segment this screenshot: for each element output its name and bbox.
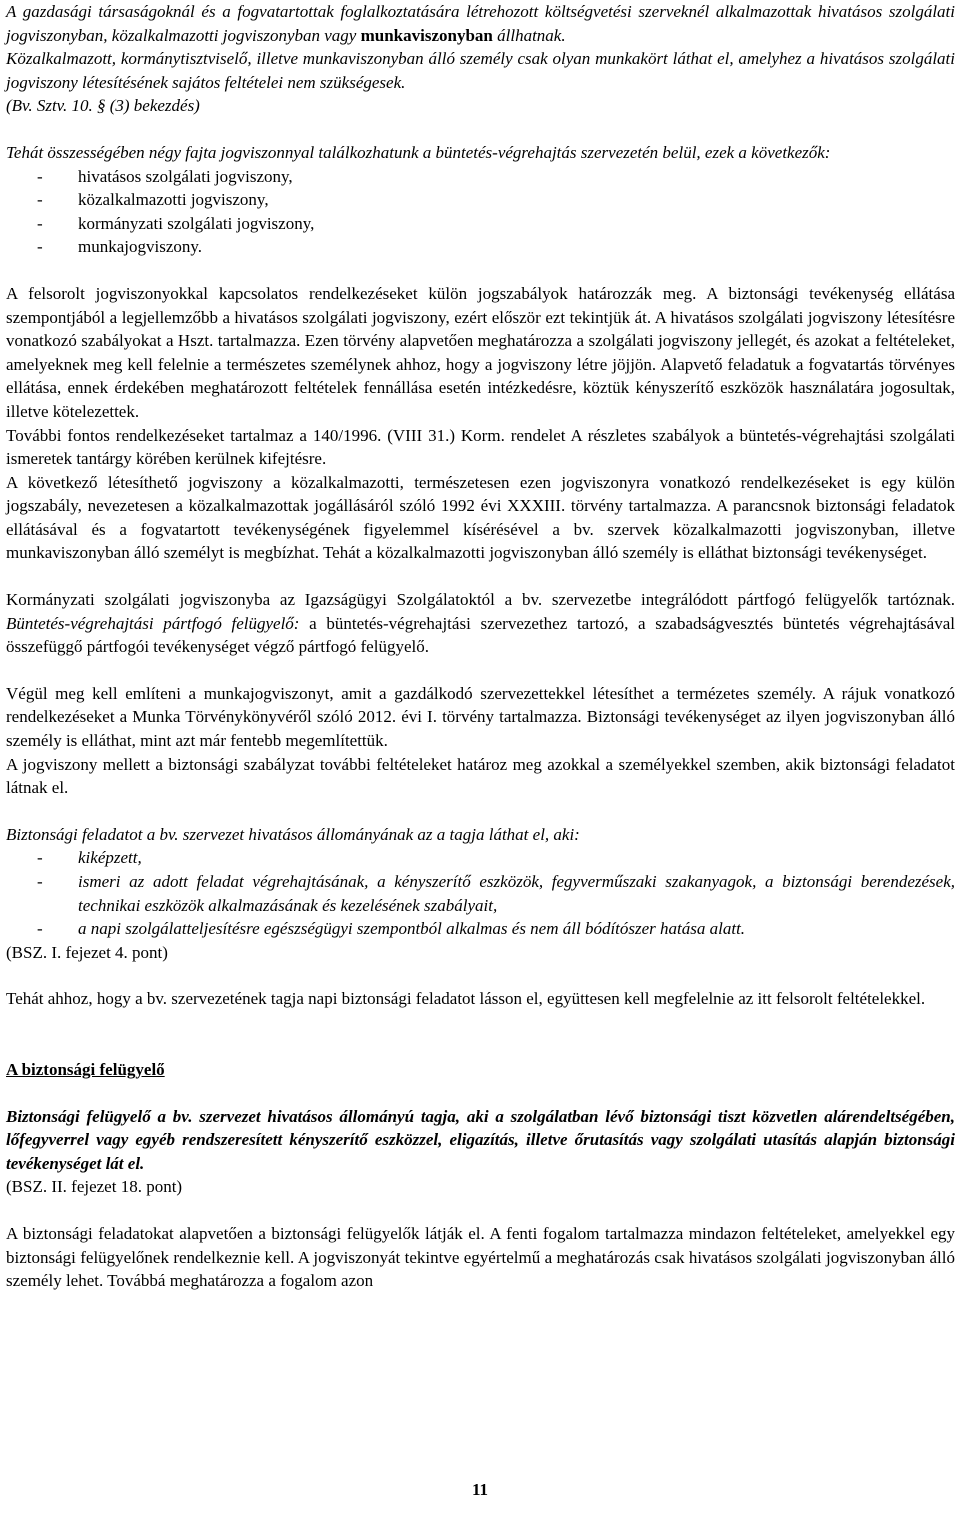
legal-reference: (BSZ. I. fejezet 4. pont) — [6, 942, 168, 962]
list-bullet: - — [37, 166, 43, 186]
paragraph-text: Kormányzati szolgálati jogviszonyba az Igazságügyi Szolgálatoktól a bv. szervezetbe integrálódott pártfogó felügyelők tartóznak. — [6, 590, 955, 610]
paragraph-conditions-summary: Tehát ahhoz, hogy a bv. szervezetének tagja napi biztonsági feladatot lásson el, együttesen kell megfelelnie az itt felsorolt feltételekkel. — [6, 989, 926, 1009]
list-item — [6, 917, 955, 941]
paragraph-government-decree: További fontos rendelkezéseket tartalmaz a 140/1996. (VIII 31.) Korm. rendelet A részletes szabályok a büntetés-végrehajtási szolgálati ismeretek tantárgy körében kerülnek kifejtésre. — [6, 425, 955, 469]
list-bullet: - — [37, 237, 43, 257]
list-item — [6, 212, 955, 236]
list-item — [6, 235, 955, 259]
paragraph-security-task-intro: Biztonsági feladatot a bv. szervezet hivatásos állományának az a tagja láthat el, aki: — [6, 824, 580, 844]
paragraph-security-rules: A jogviszony mellett a biztonsági szabályzat további feltételeket határoz meg azokkal a személyekkel szemben, akik biztonsági feladatot látnak el. — [6, 754, 955, 798]
paragraph-regulations: A felsorolt jogviszonyokkal kapcsolatos rendelkezéseket külön jogszabályok határozzák meg. A biztonsági tevékenység ellátása szempontjából a legjellemzőbb a hivatásos szolgálati jogviszony, ezért először ezt tekintjük át. A hivatásos szolgálati jogviszony létesítésre vonatkozó szabályokat a Hszt. tartalmazza. Ezen törvény alapvetően meghatározza a szolgálati jogviszony jellegét, és azokat a feltételeket, amelyeknek meg kell felelnie a természetes személynek ahhoz, hogy a jogviszony létre jöjjön. Alapvető feladatuk a fogvatartás törvényes ellátása, ennek érdekében meghatározott feltételek fennállása esetén intézkedésre, köztük kényszerítő eszközök használatára jogosultak, illetve kötelezettek. — [6, 283, 955, 421]
list-bullet: - — [37, 848, 43, 868]
list-item-text: kormányzati szolgálati jogviszony, — [78, 213, 315, 233]
list-bullet: - — [37, 872, 43, 891]
paragraph-four-types-intro: Tehát összességében négy fajta jogviszonnyal találkozhatunk a büntetés-végrehajtás szervezetén belül, ezek a következők: — [6, 142, 831, 162]
emphasis-text: munkaviszonyban — [360, 25, 493, 45]
list-item-text: kiképzett, — [78, 848, 142, 868]
list-bullet: - — [37, 213, 43, 233]
list-item-text: munkajogviszony. — [78, 237, 203, 257]
paragraph-public-employee: A következő létesíthető jogviszony a közalkalmazotti, természetesen ezen jogviszonyra vonatkozó rendelkezéseket is egy külön jogszabály, nevezetesen a közalkalmazottak jogállásáról szóló 1992 évi XXXIII. törvény tartalmazza. A parancsnok biztonsági feladatok ellátásával és a fogvatartott tevékenységének figyelemmel kísérésével a bv. szervek közalkalmazotti jogviszonyban, illetve munkaviszonyban álló személyt is megbízhat. Tehát a közalkalmazotti jogviszonyban álló személy is elláthat biztonsági tevékenységet. — [6, 472, 955, 563]
list-bullet: - — [37, 919, 43, 939]
paragraph-labour-relationship: Végül meg kell említeni a munkajogviszonyt, amit a gazdálkodó szervezettekkel létesíthet a termézetes személy. A rájuk vonatkozó rendelkezéseket a Munka Törvénykönyvéről szóló 2012. évi I. törvény tartalmazza. Biztonsági tevékenységet az ilyen jogviszonyban álló személy is elláthat, mint azt már fentebb megemlítettük. — [6, 683, 955, 751]
section-heading: A biztonsági felügyelő — [6, 1059, 165, 1079]
list-item — [6, 870, 955, 917]
list-item-text: ismeri az adott feladat végrehajtásának, a kényszerítő eszközök, fegyverműszaki szakanyagok, a biztonsági berendezések, technikai eszközök alkalmazásának és kezelésének szabályait, — [78, 872, 955, 915]
requirements-list — [6, 846, 955, 940]
paragraph-text: állhatnak. — [492, 25, 566, 45]
paragraph-employment — [6, 0, 955, 47]
page-number: 11 — [471, 1480, 489, 1499]
paragraph-probation-officers — [6, 588, 955, 659]
term-definition: Büntetés-végrehajtási pártfogó felügyelő: — [6, 613, 300, 633]
list-item-text: hivatásos szolgálati jogviszony, — [78, 166, 293, 186]
relationship-list — [6, 165, 955, 259]
list-item-text: a napi szolgálatteljesítésre egészségügyi szempontból alkalmas és nem áll bódítószer hatása alatt. — [78, 919, 746, 939]
list-item-text: közalkalmazotti jogviszony, — [78, 190, 269, 210]
paragraph-text: a büntetés-végrehajtási szervezethez tartozó, a szabadságvesztés büntetés végrehajtásával összefüggő pártfogói tevékenységet végző pártfogó felügyelő. — [6, 613, 955, 657]
legal-reference: (BSZ. II. fejezet 18. pont) — [6, 1177, 183, 1197]
definition-security-officer: Biztonsági felügyelő a bv. szervezet hivatásos állományú tagja, aki a szolgálatban lévő biztonsági tiszt közvetlen alárendeltségében, lőfegyverrel vagy egyéb rendszeresített kényszerítő eszközzel, eligazítás, illetve őrutasítás vagy szolgálati utasítás alapján biztonsági tevékenységet lát el. — [6, 1106, 955, 1173]
paragraph-civil-servant — [6, 47, 955, 118]
paragraph-text: A gazdasági társaságoknál és a fogvatartottak foglalkoztatására létrehozott költségvetési szerveknél alkalmazottak hivatásos szolgálati jogviszonyban, közalkalmazotti jogviszonyban vagy — [6, 2, 955, 45]
list-bullet: - — [37, 190, 43, 210]
legal-reference: (Bv. Sztv. 10. § (3) bekezdés) — [6, 96, 200, 116]
document-page — [6, 0, 955, 1293]
paragraph-text: Közalkalmazott, kormánytisztviselő, illetve munkaviszonyban álló személy csak olyan munkakört láthat el, amelyhez a hivatásos szolgálati jogviszony létesítésének sajátos feltételei nem szükségesek. — [6, 49, 955, 92]
list-item — [6, 188, 955, 212]
list-item — [6, 165, 955, 189]
list-item — [6, 846, 955, 870]
paragraph-security-officer-tasks: A biztonsági feladatokat alapvetően a biztonsági felügyelők látják el. A fenti fogalom tartalmazza mindazon feltételeket, amelyekkel egy biztonsági felügyelőnek rendelkeznie kell. A jogviszonyát tekintve egyértelmű a meghatározás csak hivatásos szolgálati jogviszonyban álló személy lehet. Továbbá meghatározza a fogalom azon — [6, 1223, 955, 1291]
